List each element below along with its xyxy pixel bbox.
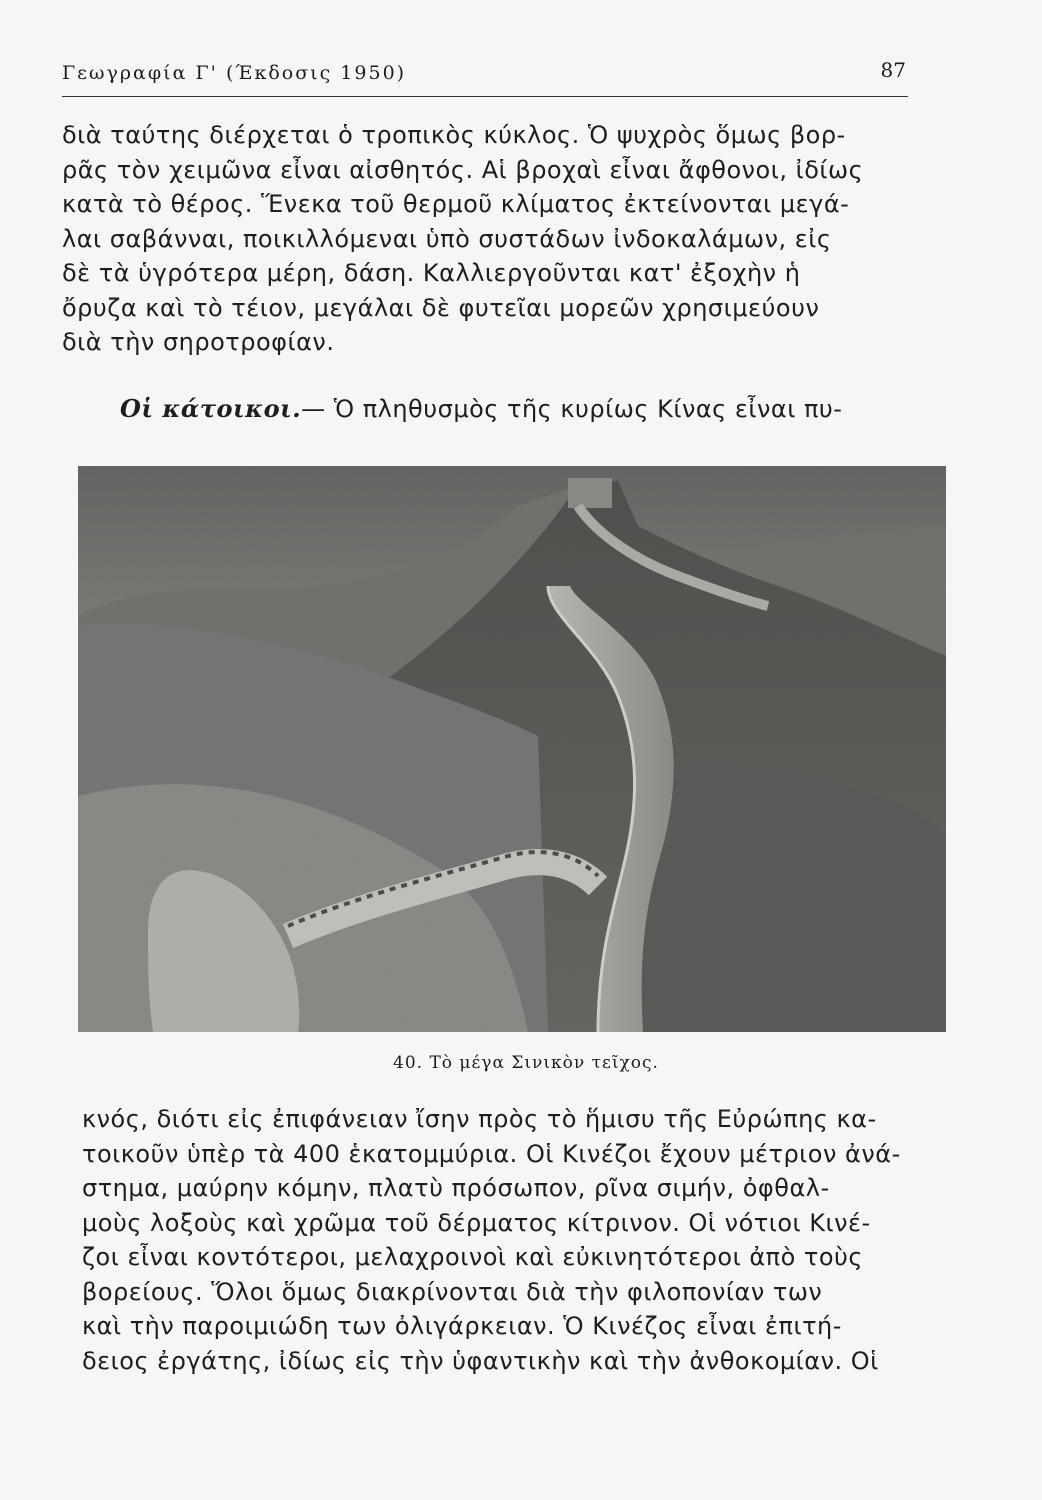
paragraph-inhabitants	[82, 1102, 932, 1378]
text-line: στημα, μαύρην κόμην, πλατὺ πρόσωπον, ρῖνα σιμήν, ὀφθαλ-	[82, 1174, 830, 1202]
paragraph-inhabitants-lead	[120, 392, 910, 427]
text-line: ρᾶς τὸν χειμῶνα εἶναι αἰσθητός. Αἱ βροχαὶ εἶναι ἄφθονοι, ἰδίως	[62, 155, 864, 184]
text-line: κνός, διότι εἰς ἐπιφάνειαν ἴσην πρὸς τὸ ἥμισυ τῆς Εὐρώπης κα-	[82, 1105, 877, 1133]
text-line: κατὰ τὸ θέρος. Ἕνεκα τοῦ θερμοῦ κλίματος ἐκτείνονται μεγά-	[62, 190, 850, 218]
text-line: ὄρυζα καὶ τὸ τέιον, μεγάλαι δὲ φυτεῖαι μορεῶν χρησιμεύουν	[62, 293, 820, 322]
section-lead-text: — Ὁ πληθυσμὸς τῆς κυρίως Κίνας εἶναι πυ-	[301, 395, 843, 423]
great-wall-illustration	[78, 466, 946, 1032]
text-line: τοικοῦν ὑπὲρ τὰ 400 ἑκατομμύρια. Οἱ Κινέζοι ἔχουν μέτριον ἀνά-	[82, 1139, 901, 1168]
text-line: βορείους. Ὅλοι ὅμως διακρίνονται διὰ τὴν φιλοπονίαν των	[82, 1277, 823, 1306]
section-heading: Οἱ κάτοικοι.	[120, 394, 302, 423]
text-line: μοὺς λοξοὺς καὶ χρῶμα τοῦ δέρματος κίτρινον. Οἱ νότιοι Κινέ-	[82, 1208, 871, 1237]
text-line: δὲ τὰ ὑγρότερα μέρη, δάση. Καλλιεργοῦνται κατ' ἐξοχὴν ἡ	[62, 259, 801, 287]
running-title: Γεωγραφία Γ' (Έκδοσις 1950)	[62, 62, 407, 84]
text-line: καὶ τὴν παροιμιώδη των ὀλιγάρκειαν. Ὁ Κινέζος εἶναι ἐπιτή-	[82, 1312, 842, 1340]
header-rule	[62, 96, 908, 97]
text-line: δειος ἐργάτης, ἰδίως εἰς τὴν ὑφαντικὴν καὶ τὴν ἀνθοκομίαν. Οἱ	[82, 1346, 879, 1375]
running-head	[62, 58, 906, 94]
great-wall-photo	[78, 466, 946, 1032]
paragraph-climate	[62, 118, 912, 360]
text-line: λαι σαβάνναι, ποικιλλόμεναι ὑπὸ συστάδων ἰνδοκαλάμων, εἰς	[62, 224, 832, 253]
figure-caption: 40. Τὸ μέγα Σινικὸν τεῖχος.	[393, 1053, 659, 1073]
text-line: διὰ ταύτης διέρχεται ὁ τροπικὸς κύκλος. Ὁ ψυχρὸς ὅμως βορ-	[62, 121, 846, 149]
text-line	[120, 392, 910, 427]
page-number: 87	[880, 58, 906, 82]
text-line: διὰ τὴν σηροτροφίαν.	[62, 328, 335, 356]
text-line: ζοι εἶναι κοντότεροι, μελαχροινοὶ καὶ εὐκινητότεροι ἀπὸ τοὺς	[82, 1243, 864, 1271]
